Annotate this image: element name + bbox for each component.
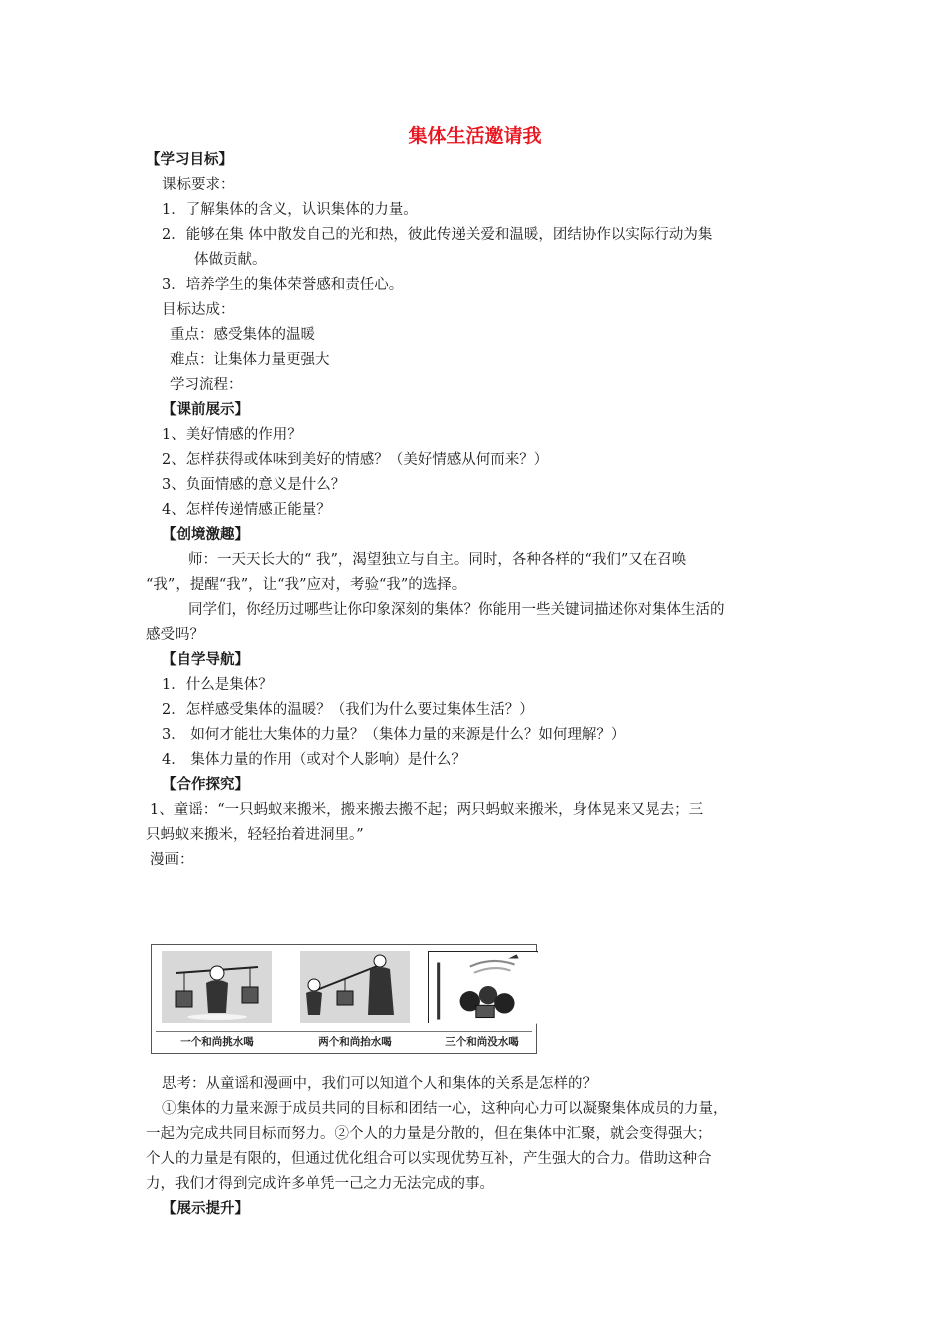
comic-panel-two-monks xyxy=(300,951,410,1023)
text-answer-a: ①集体的力量来源于成员共同的目标和团结一心，这种向心力可以凝聚集体成员的力量， xyxy=(162,1101,728,1117)
text-scene-p2a: 同学们，你经历过哪些让你印象深刻的集体？你能用一些关键词描述你对集体生活的 xyxy=(188,602,725,618)
heading-objectives: 【学习目标】 xyxy=(146,151,233,168)
text-pre-2: 2、怎样获得或体味到美好的情感？（美好情感从何而来？） xyxy=(162,452,549,468)
text-coop-1b: 只蚂蚁来搬米，轻轻抬着进洞里。” xyxy=(146,827,364,843)
heading-show: 【展示提升】 xyxy=(162,1200,249,1217)
text-standard: 课标要求： xyxy=(162,177,235,193)
heading-self: 【自学导航】 xyxy=(162,651,249,668)
text-std-2a: 2．能够在集 体中散发自己的光和热，彼此传递关爱和温暖，团结协作以实际行动为集 xyxy=(162,227,713,243)
text-key: 重点：感受集体的温暖 xyxy=(170,327,315,343)
text-answer-b: 一起为完成共同目标而努力。②个人的力量是分散的，但在集体中汇聚，就会变得强大； xyxy=(146,1126,712,1142)
text-answer-d: 力，我们才得到完成许多单凭一己之力无法完成的事。 xyxy=(146,1176,494,1192)
comic-divider xyxy=(156,1031,532,1032)
text-answer-c: 个人的力量是有限的，但通过优化组合可以实现优势互补，产生强大的合力。借助这种合 xyxy=(146,1151,712,1167)
heading-coop: 【合作探究】 xyxy=(162,776,249,793)
text-difficulty: 难点：让集体力量更强大 xyxy=(170,352,330,368)
comic-caption-3: 三个和尚没水喝 xyxy=(445,1036,519,1048)
text-scene-p1a: 师：一天天长大的“ 我”，渴望独立与自主。同时，各种各样的“我们”又在召唤 xyxy=(188,552,687,568)
text-flow: 学习流程： xyxy=(170,377,243,393)
text-self-4: 4． 集体力量的作用（或对个人影响）是什么？ xyxy=(162,752,466,768)
text-std-2b: 体做贡献。 xyxy=(194,252,267,268)
comic-strip xyxy=(151,944,537,1054)
text-comic-label: 漫画： xyxy=(150,852,194,868)
text-pre-1: 1、美好情感的作用？ xyxy=(162,427,302,443)
heading-preview: 【课前展示】 xyxy=(162,401,249,418)
text-self-1: 1．什么是集体？ xyxy=(162,677,273,693)
text-std-3: 3．培养学生的集体荣誉感和责任心。 xyxy=(162,277,404,293)
comic-panel-three-monks xyxy=(428,951,538,1023)
page-title: 集体生活邀请我 xyxy=(408,125,542,147)
text-think: 思考：从童谣和漫画中，我们可以知道个人和集体的关系是怎样的？ xyxy=(162,1076,597,1092)
comic-panel-one-monk xyxy=(162,951,272,1023)
text-pre-3: 3、负面情感的意义是什么？ xyxy=(162,477,346,493)
text-std-1: 1．了解集体的含义，认识集体的力量。 xyxy=(162,202,418,218)
comic-caption-2: 两个和尚抬水喝 xyxy=(318,1036,392,1048)
heading-scene: 【创境激趣】 xyxy=(162,526,249,543)
text-scene-p1b: “我”，提醒“我”，让“我”应对，考验“我”的选择。 xyxy=(146,577,467,593)
text-self-2: 2．怎样感受集体的温暖？（我们为什么要过集体生活？） xyxy=(162,702,534,718)
text-goal: 目标达成： xyxy=(162,302,235,318)
text-pre-4: 4、怎样传递情感正能量？ xyxy=(162,502,331,518)
text-coop-1a: 1、童谣：“一只蚂蚁来搬米，搬来搬去搬不起；两只蚂蚁来搬米，身体晃来又晃去；三 xyxy=(150,802,704,818)
text-self-3: 3． 如何才能壮大集体的力量？（集体力量的来源是什么？如何理解？） xyxy=(162,727,626,743)
text-scene-p2b: 感受吗？ xyxy=(146,627,204,643)
comic-caption-1: 一个和尚挑水喝 xyxy=(180,1036,254,1048)
